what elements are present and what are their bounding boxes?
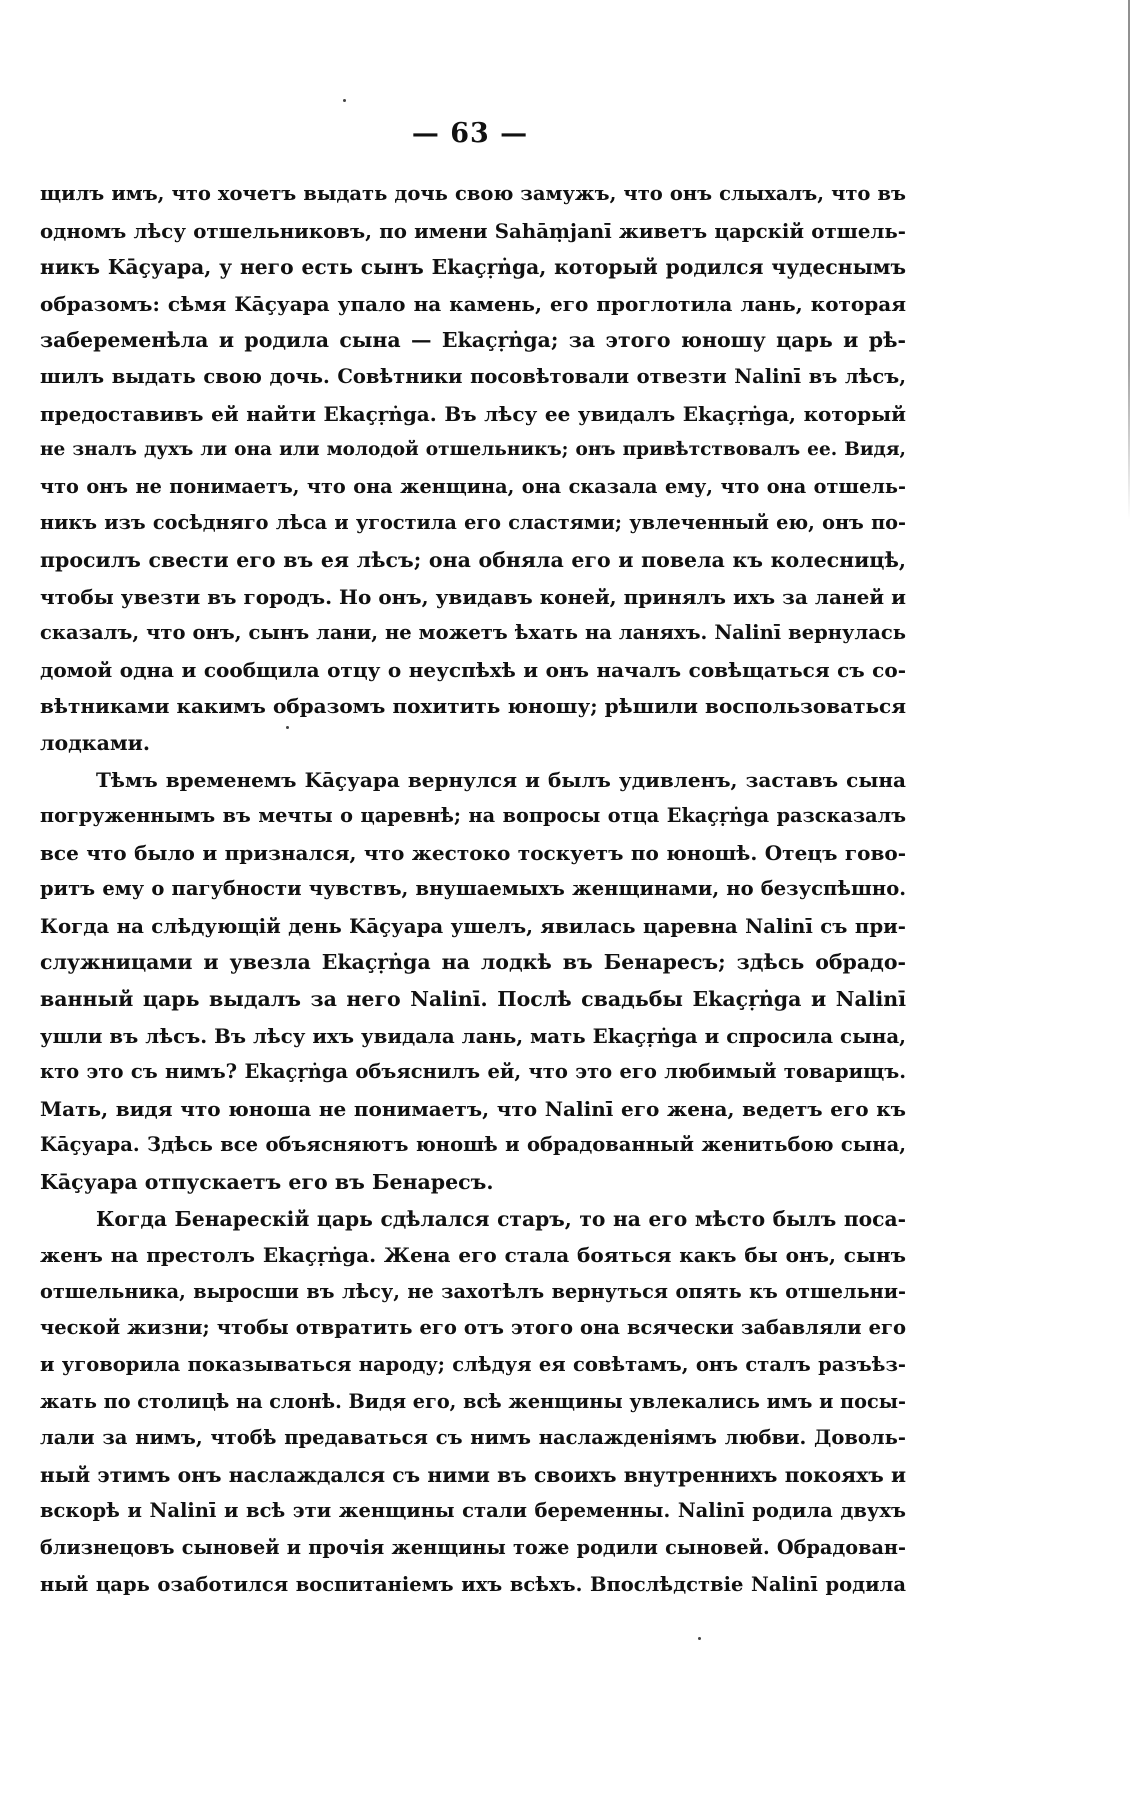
text-line: одномъ лѣсу отшельниковъ, по имени Sahāṃjanī живетъ царскій отшель-: [40, 218, 906, 243]
text-line: вскорѣ и Nalinī и всѣ эти женщины стали беременны. Nalinī родила двухъ: [40, 1499, 906, 1523]
text-line: жать по столицѣ на слонѣ. Видя его, всѣ женщины увлекались имъ и посы-: [40, 1389, 906, 1413]
paragraph-end-line: Kāçуара отпускаетъ его въ Бенаресъ.: [40, 1170, 494, 1195]
ink-speck: [286, 726, 289, 729]
page-number: — 63 —: [411, 118, 529, 149]
text-line: отшельника, выросши въ лѣсу, не захотѣлъ вернуться опять къ отшельни-: [40, 1279, 906, 1303]
text-line: домой одна и сообщила отцу о неуспѣхѣ и онъ началъ совѣщаться съ со-: [40, 657, 906, 682]
text-line: никъ изъ сосѣдняго лѣса и угостила его сластями; увлеченный ею, онъ по-: [40, 511, 906, 535]
text-line: ритъ ему о пагубности чувствъ, внушаемыхъ женщинами, но безуспѣшно.: [40, 877, 906, 901]
text-line: ванный царь выдалъ за него Nalinī. Послѣ свадьбы Ekaçṛṅga и Nalinī: [40, 987, 906, 1012]
text-line: просилъ свести его въ ея лѣсъ; она обняла его и повела къ колесницѣ,: [40, 547, 906, 572]
text-line: вѣтниками какимъ образомъ похитить юношу; рѣшили воспользоваться: [40, 694, 906, 719]
text-line: кто это съ нимъ? Ekaçṛṅga объяснилъ ей, что это его любимый товарищъ.: [40, 1060, 906, 1084]
ink-speck: [698, 1637, 701, 1640]
paragraph-end-line: лодками.: [40, 730, 151, 755]
text-line: служницами и увезла Ekaçṛṅga на лодкѣ въ Бенаресъ; здѣсь обрадо-: [40, 950, 906, 975]
paragraph-start-line: Когда Бенарескій царь сдѣлался старъ, то на его мѣсто былъ поса-: [96, 1206, 906, 1231]
text-line: чтобы увезти въ городъ. Но онъ, увидавъ коней, принялъ ихъ за ланей и: [40, 584, 906, 609]
body-text: [40, 176, 906, 1603]
ink-speck: [343, 99, 346, 102]
text-line: ный царь озаботился воспитаніемъ ихъ всѣхъ. Впослѣдствіе Nalinī родила: [40, 1572, 906, 1596]
text-line: женъ на престолъ Ekaçṛṅga. Жена его стала бояться какъ бы онъ, сынъ: [40, 1243, 906, 1268]
text-line: не зналъ духъ ли она или молодой отшельникъ; онъ привѣтствовалъ ее. Видя,: [40, 439, 906, 461]
text-line: ушли въ лѣсъ. Въ лѣсу ихъ увидала лань, мать Ekaçṛṅga и спросила сына,: [40, 1023, 906, 1048]
text-line: Kāçуара. Здѣсь все объясняютъ юношѣ и обрадованный женитьбою сына,: [40, 1133, 906, 1157]
paragraph-start-line: Тѣмъ временемъ Kāçуара вернулся и былъ удивленъ, заставъ сына: [96, 767, 906, 792]
text-line: все что было и признался, что жестоко тоскуетъ по юношѣ. Отецъ гово-: [40, 840, 906, 865]
scan-edge-line: [1128, 0, 1130, 520]
text-line: ческой жизни; чтобы отвратить его отъ этого она всячески забавляли его: [40, 1316, 906, 1340]
text-line: и уговорила показываться народу; слѣдуя ея совѣтамъ, онъ сталъ разъѣз-: [40, 1353, 906, 1376]
text-line: щилъ имъ, что хочетъ выдать дочь свою замужъ, что онъ слыхалъ, что въ: [40, 182, 906, 205]
text-line: близнецовъ сыновей и прочія женщины тоже родили сыновей. Обрадован-: [40, 1535, 906, 1559]
text-line: ный этимъ онъ наслаждался съ ними въ своихъ внутреннихъ покояхъ и: [40, 1462, 906, 1487]
text-line: что онъ не понимаетъ, что она женщина, она сказала ему, что она отшель-: [40, 474, 906, 498]
text-line: погруженнымъ въ мечты о царевнѣ; на вопросы отца Ekaçṛṅga разсказалъ: [40, 804, 906, 828]
text-line: забеременѣла и родила сына — Ekaçṛṅga; за этого юношу царь и рѣ-: [40, 328, 906, 353]
text-line: Мать, видя что юноша не понимаетъ, что Nalinī его жена, ведетъ его къ: [40, 1096, 906, 1121]
text-line: лали за нимъ, чтобѣ предаваться съ нимъ наслажденіямъ любви. Доволь-: [40, 1426, 906, 1450]
text-line: предоставивъ ей найти Ekaçṛṅga. Въ лѣсу ее увидалъ Ekaçṛṅga, который: [40, 401, 906, 426]
text-line: шилъ выдать свою дочь. Совѣтники посовѣтовали отвезти Nalinī въ лѣсъ,: [40, 364, 906, 388]
text-line: образомъ: сѣмя Kāçуара упало на камень, его проглотила лань, которая: [40, 291, 906, 316]
text-line: никъ Kāçуара, у него есть сынъ Ekaçṛṅga, который родился чудеснымъ: [40, 255, 906, 280]
text-line: Когда на слѣдующій день Kāçуара ушелъ, явилась царевна Nalinī съ при-: [40, 913, 906, 938]
text-line: сказалъ, что онъ, сынъ лани, не можетъ ѣхать на ланяхъ. Nalinī вернулась: [40, 621, 906, 645]
